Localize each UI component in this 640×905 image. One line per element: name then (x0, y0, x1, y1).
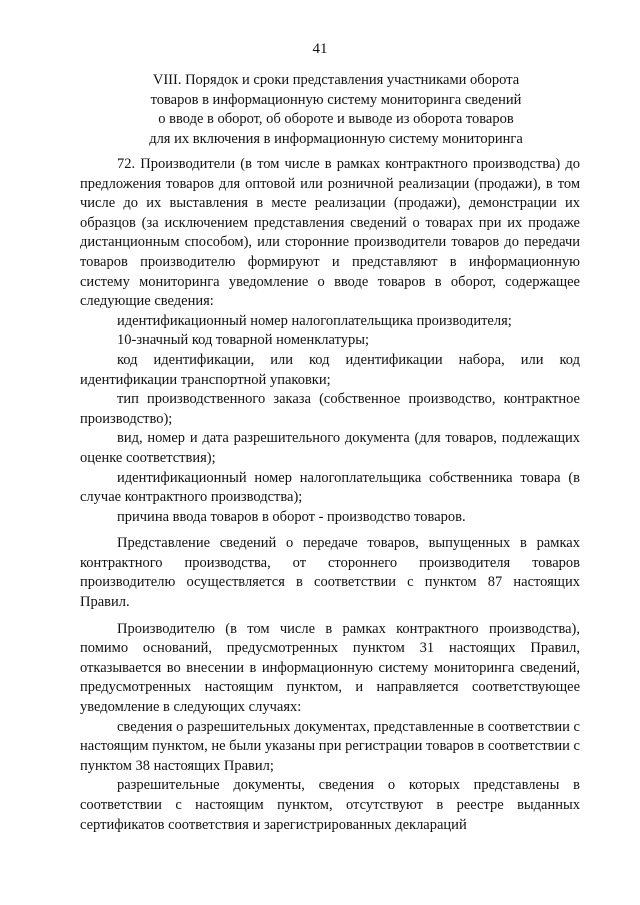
section-title-line: товаров в информационную систему мониторинга сведений (150, 91, 522, 108)
list-item-inn-producer: идентификационный номер налогоплательщика производителя; (117, 312, 512, 329)
paragraph-72: 72. Производители (в том числе в рамках контрактного производства) до предложения товаров для оптовой или розничной реализации (продажи), в том числе до их выставления в месте реализации (продажи), демонстрации их образцов (за исключением представления сведений о товарах при их продаже дистанционным способом), или сторонние производители товаров до передачи товаров производителю формируют и представляют в информационную систему мониторинга уведомление о вводе товаров в оборот, содержащее следующие сведения: (80, 156, 580, 310)
list-item-entry-reason: причина ввода товаров в оборот - производство товаров. (117, 508, 466, 525)
section-title-line: для их включения в информационную систему мониторинга (149, 130, 523, 147)
paragraph-refusal: Производителю (в том числе в рамках контрактного производства), помимо оснований, предусмотренных пунктом 31 настоящих Правил, отказывается во внесении в информационную систему мониторинга сведений, предусмотренных настоящим пунктом, и направляется соответствующее уведомление в следующих случаях: (80, 620, 580, 716)
section-title (96, 71, 576, 149)
list-item-identification-code: код идентификации, или код идентификации набора, или код идентификации транспортной упаковки; (80, 351, 580, 388)
list-item-tnved-code: 10-значный код товарной номенклатуры; (117, 332, 369, 349)
list-item-inn-owner: идентификационный номер налогоплательщика собственника товара (в случае контрактного производства); (80, 469, 580, 506)
page-number: 41 (312, 41, 328, 57)
section-title-line: о вводе в оборот, об обороте и выводе из оборота товаров (158, 111, 514, 127)
list-item-refusal-absent-registry: разрешительные документы, сведения о которых представлены в соответствии с настоящим пунктом, отсутствуют в реестре выданных сертификатов соответствия и зарегистрированных деклараций (80, 777, 580, 833)
list-item-refusal-not-registered: сведения о разрешительных документах, представленные в соответствии с настоящим пунктом, не были указаны при регистрации товаров в соответствии с пунктом 38 настоящих Правил; (80, 718, 580, 774)
document-body (80, 155, 580, 835)
list-item-permit-document: вид, номер и дата разрешительного документа (для товаров, подлежащих оценке соответствия); (80, 430, 580, 466)
paragraph-contract-transfer: Представление сведений о передаче товаров, выпущенных в рамках контрактного производства, от стороннего производителя товаров производителю осуществляется в соответствии с пунктом 87 настоящих Правил. (80, 535, 580, 611)
list-item-order-type: тип производственного заказа (собственное производство, контрактное производство); (80, 391, 580, 427)
section-title-line: VIII. Порядок и сроки представления участниками оборота (152, 72, 520, 88)
